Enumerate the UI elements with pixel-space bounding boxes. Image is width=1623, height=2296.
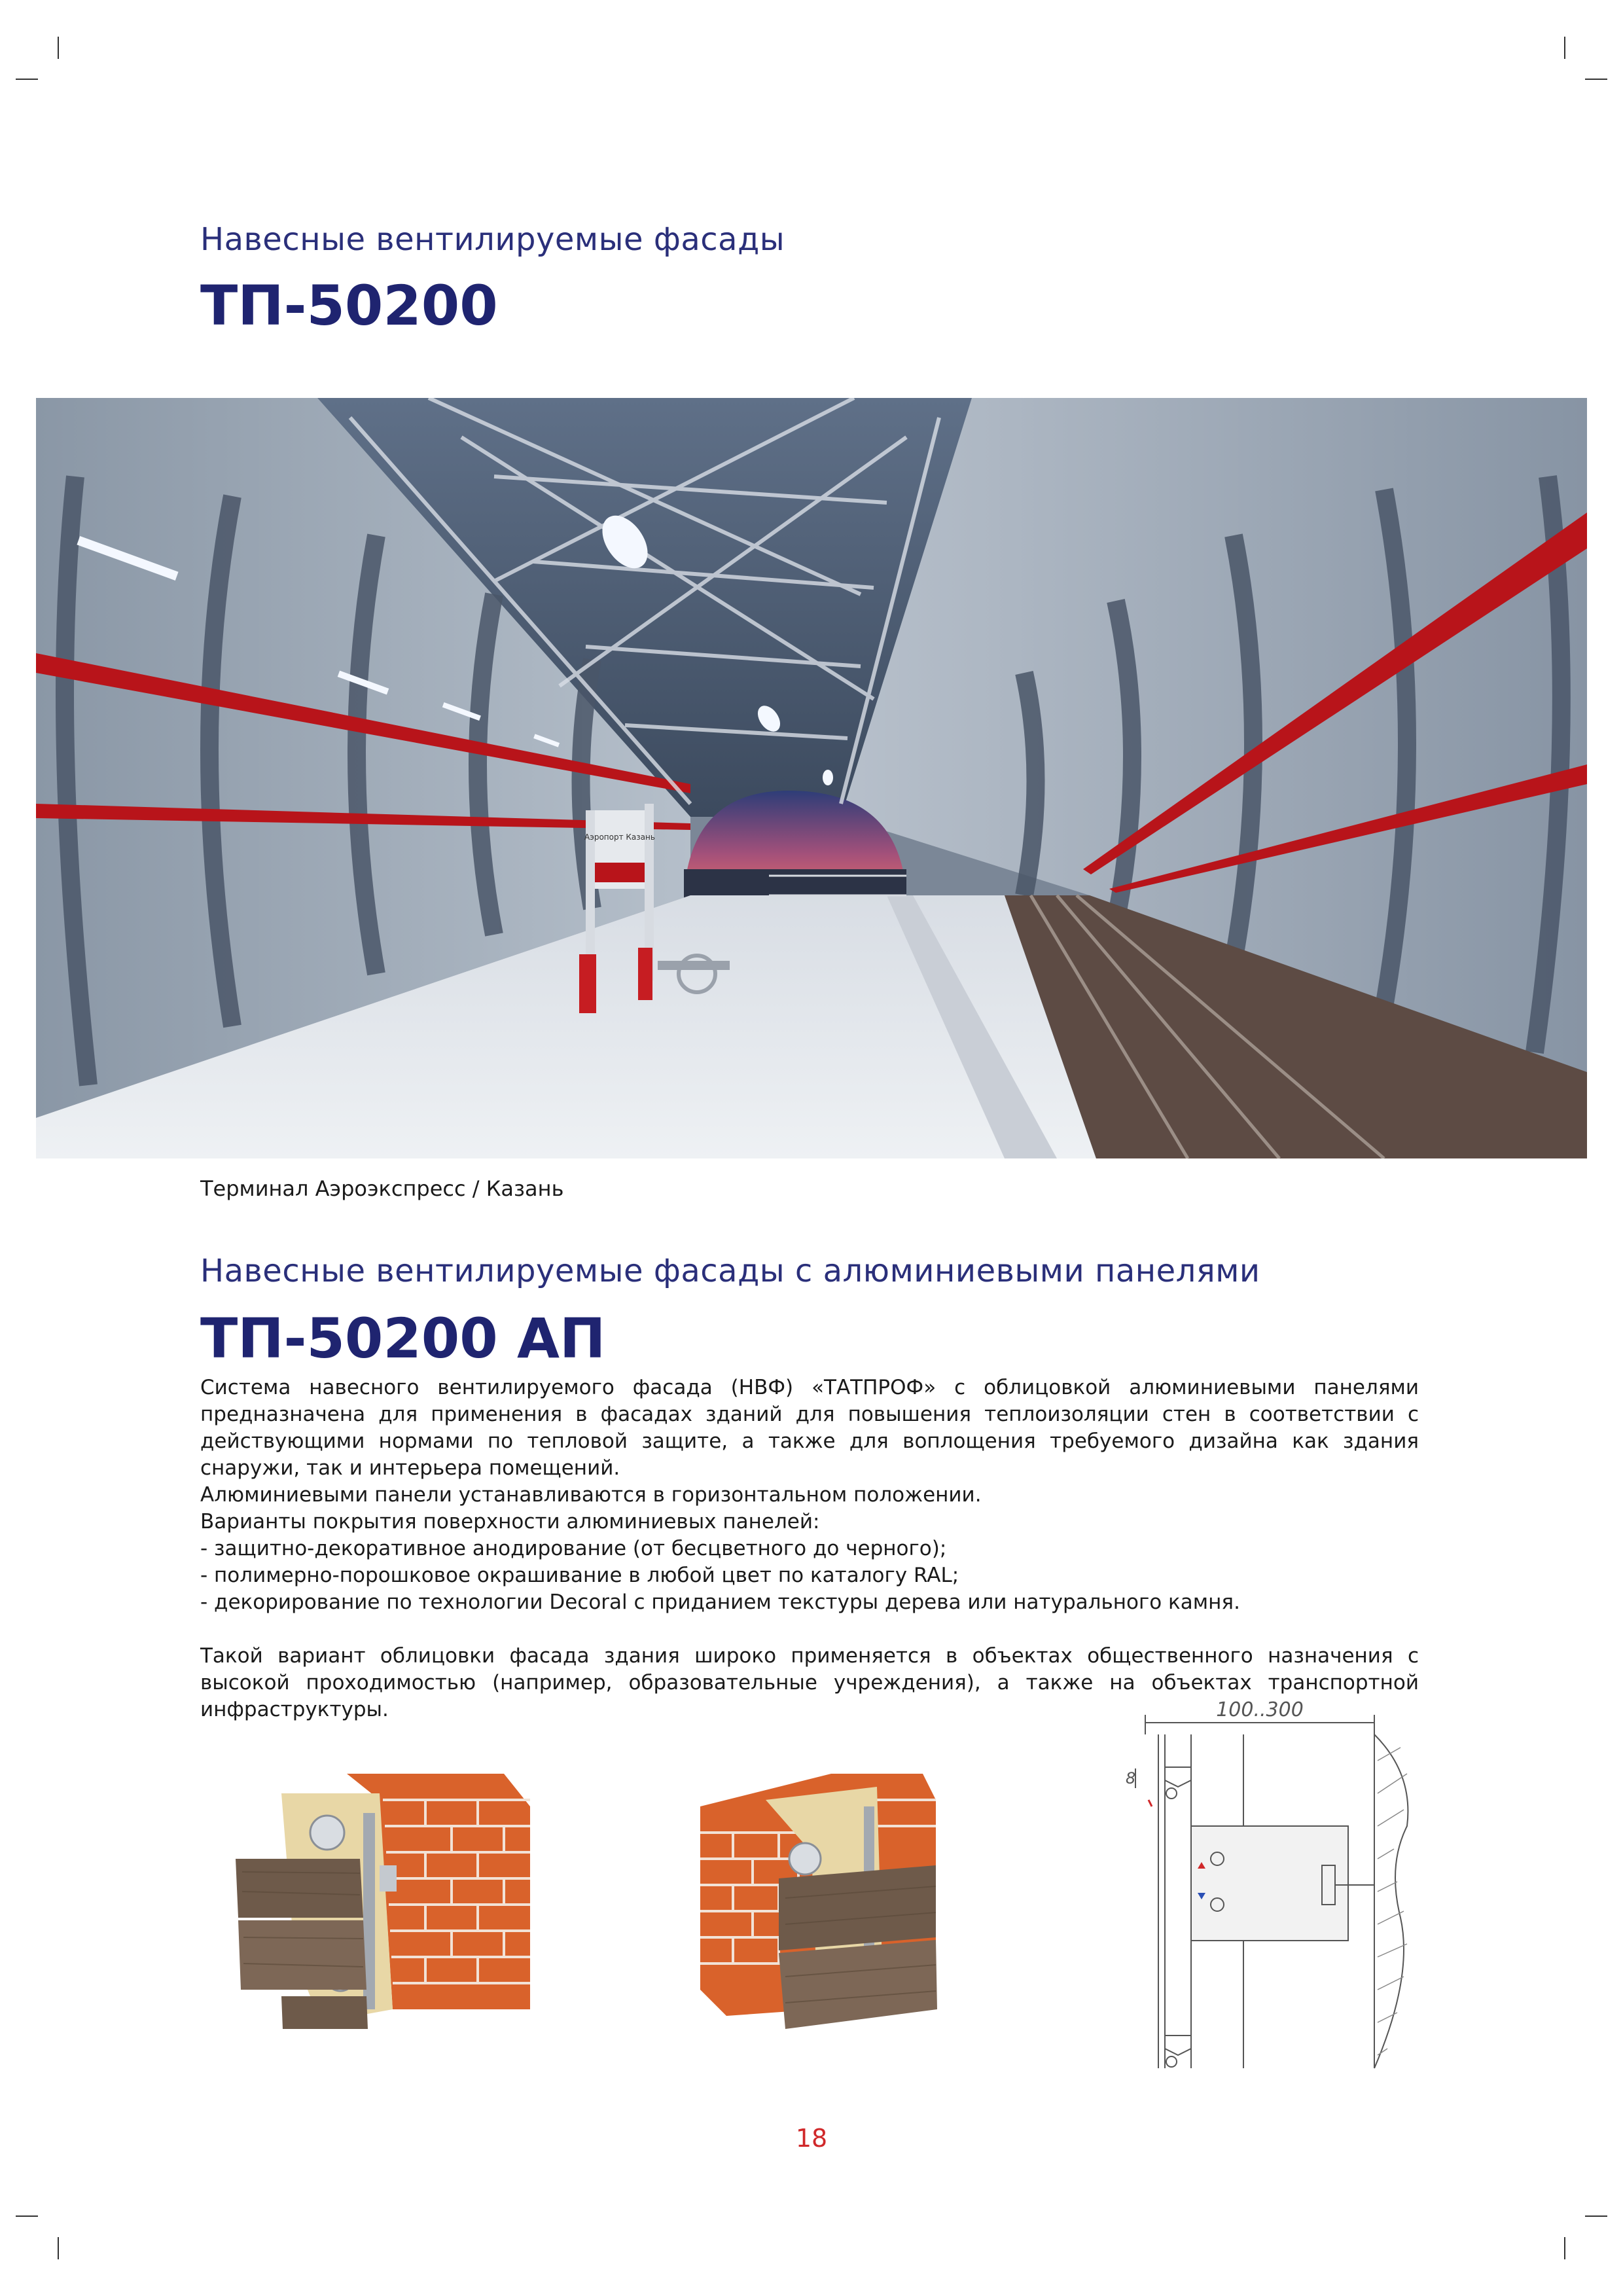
technical-section-drawing	[1099, 1695, 1440, 2075]
section2-title: ТП-50200 АП	[200, 1306, 606, 1371]
crop-mark	[16, 2215, 38, 2217]
page-number: 18	[795, 2124, 828, 2153]
variant-item: - декорирование по технологии Decoral с приданием текстуры дерева или натурального камня.	[200, 1590, 1240, 1614]
facade-cutaway-illustration-1	[229, 1761, 537, 2036]
station-photo	[36, 398, 1587, 1158]
horizontal-note: Алюминиевыми панели устанавливаются в горизонтальном положении.	[200, 1483, 982, 1507]
section1-title: ТП-50200	[200, 274, 498, 338]
crop-mark	[1585, 2215, 1607, 2217]
usage-paragraph: Такой вариант облицовки фасада здания широко применяется в объектах общественного назначения с высокой проходимостью (например, образовательные учреждения), а также на объектах транспортной инфраструктуры.	[200, 1644, 1419, 1721]
crop-mark	[1564, 2237, 1565, 2259]
variants-heading: Варианты покрытия поверхности алюминиевых панелей:	[200, 1510, 820, 1534]
station-photo-illustration	[36, 398, 1587, 1158]
facade-cutaway-illustration-2	[687, 1761, 949, 2036]
description-paragraph: Система навесного вентилируемого фасада (НВФ) «ТАТПРОФ» с облицовкой алюминиевыми панелями предназначена для применения в фасадах зданий для повышения теплоизоляции стен в соответствии с действующими нормами по тепловой защите, а также для воплощения требуемого дизайна как здания снаружи, так и интерьера помещений.	[200, 1376, 1419, 1480]
sign-text: Аэропорт Казань	[584, 833, 655, 842]
crop-mark	[16, 79, 38, 80]
dimension-label: 100..300	[1216, 1698, 1304, 1721]
variant-item: - полимерно-порошковое окрашивание в любой цвет по каталогу RAL;	[200, 1564, 959, 1587]
section2-body	[200, 1374, 1419, 1723]
crop-mark	[58, 37, 59, 59]
variant-item: - защитно-декоративное анодирование (от бесцветного до черного);	[200, 1537, 947, 1560]
crop-mark	[1585, 79, 1607, 80]
small-dimension-label: 8	[1126, 1769, 1136, 1787]
photo-caption: Терминал Аэроэкспресс / Казань	[200, 1176, 564, 1201]
crop-mark	[1564, 37, 1565, 59]
section1-subtitle: Навесные вентилируемые фасады	[200, 221, 785, 258]
crop-mark	[58, 2237, 59, 2259]
section2-subtitle: Навесные вентилируемые фасады с алюминиевыми панелями	[200, 1253, 1260, 1289]
